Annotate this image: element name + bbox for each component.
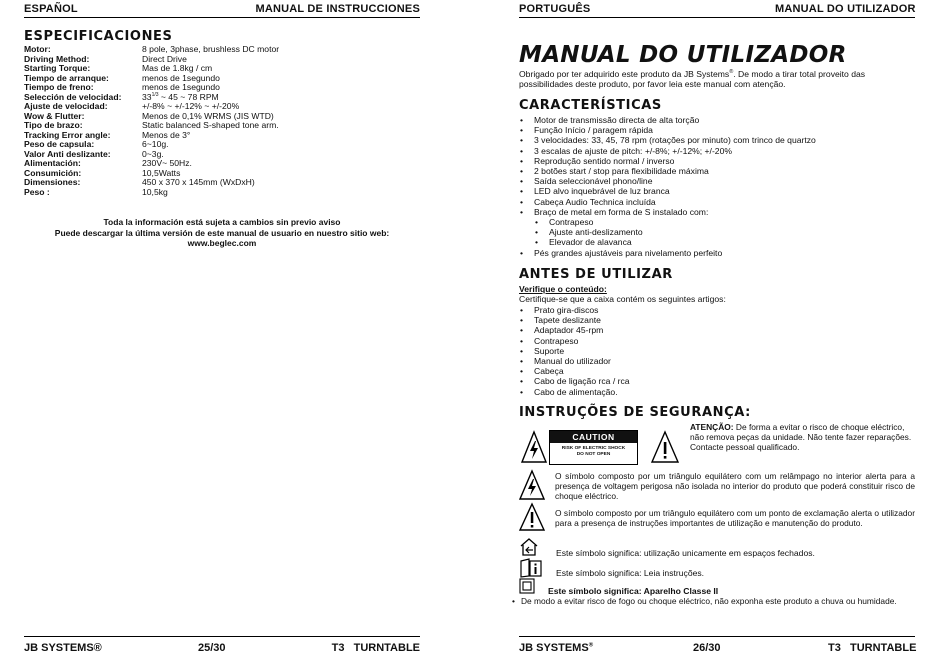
spec-value: Menos de 0,1% WRMS (JIS WTD) xyxy=(142,110,274,121)
registered-mark: ® xyxy=(729,69,734,75)
rain-warning-list xyxy=(511,596,897,606)
footer-registered-mark: ® xyxy=(588,642,594,649)
list-item: • Cabo de ligação rca / rca xyxy=(519,376,630,386)
intro-text-end: . De modo a tirar total proveito das possibilidades deste produto, por favor leia este manual com atenção. xyxy=(519,68,866,90)
indoor-symbol-text: Este símbolo significa: utilização unicamente em espaços fechados. xyxy=(556,548,815,558)
header-rule xyxy=(24,17,420,18)
indoor-use-icon xyxy=(519,537,539,557)
verify-label: Verifique o conteúdo: xyxy=(519,284,607,294)
list-item: • Cabo de alimentação. xyxy=(519,387,630,397)
spec-value: 8 pole, 3phase, brushless DC motor xyxy=(142,44,280,54)
header-title-pt: MANUAL DO UTILIZADOR xyxy=(775,3,916,15)
header-language: ESPAÑOL xyxy=(24,3,78,15)
intro-text xyxy=(519,67,916,89)
lightning-explanation: O símbolo composto por um triângulo equilátero com um relâmpago no interior alerta para a presença de voltagem perigosa não isolada no interior do produto que poderá constituir risco de choque eléctrico. xyxy=(555,471,915,502)
spec-value: menos de 1segundo xyxy=(142,72,220,83)
notice-line: Toda la información está sujeta a cambios sin previo aviso xyxy=(103,217,341,227)
speed-value-suffix: ~ 45 ~ 78 RPM xyxy=(158,91,219,102)
notice-block xyxy=(24,217,420,249)
exclamation-triangle-icon xyxy=(518,502,546,532)
attention-label: ATENÇÃO: xyxy=(690,422,734,432)
spec-label: Dimensiones: xyxy=(24,177,81,187)
list-item: • LED alvo inquebrável de luz branca xyxy=(519,186,816,196)
list-item: • Cabeça xyxy=(519,366,630,376)
spec-value: +/-8% ~ +/-12% ~ +/-20% xyxy=(142,101,240,111)
list-item: • 2 botões start / stop para flexibilidade máxima xyxy=(519,166,816,176)
list-item: • Motor de transmissão directa de alta torção xyxy=(519,115,816,125)
page-title: MANUAL DO UTILIZADOR xyxy=(519,42,847,68)
spec-label: Motor: xyxy=(24,44,51,54)
footer-model-pt: T3 TURNTABLE xyxy=(828,642,917,654)
exclamation-warning-icon xyxy=(650,430,680,464)
attention-text xyxy=(690,422,915,452)
spec-label: Peso : xyxy=(24,186,50,197)
footer-rule xyxy=(24,636,420,637)
spec-value: 450 x 370 x 145mm (WxDxH) xyxy=(142,177,255,187)
footer-model: T3 TURNTABLE xyxy=(331,642,420,654)
spec-label: Consumición: xyxy=(24,167,82,178)
notice-line: Puede descargar la última versión de este manual de usuario en nuestro sitio web: xyxy=(54,227,390,238)
list-item: • Reprodução sentido normal / inverso xyxy=(519,156,816,166)
spec-label: Tracking Error angle: xyxy=(24,129,111,140)
caution-label: CAUTION xyxy=(550,431,637,443)
spec-value: 0~3g. xyxy=(142,148,164,159)
left-page xyxy=(0,0,450,659)
list-item: • Saída seleccionável phono/line xyxy=(519,176,816,186)
caution-line: DO NOT OPEN xyxy=(576,452,611,457)
footer-brand: JB SYSTEMS® xyxy=(24,642,102,654)
section-title-antes: ANTES DE UTILIZAR xyxy=(519,267,673,282)
list-item: • Pés grandes ajustáveis para nivelamento perfeito xyxy=(519,248,816,258)
read-instructions-icon xyxy=(519,558,543,578)
spec-label: Selección de velocidad: xyxy=(24,91,122,102)
header-language-pt: PORTUGUÊS xyxy=(519,3,591,15)
list-item: • Adaptador 45-rpm xyxy=(519,325,630,335)
footer-page-number: 25/30 xyxy=(198,642,226,654)
spec-label: Tipo de brazo: xyxy=(24,120,83,130)
intro-text-start: Obrigado por ter adquirido este produto da JB Systems xyxy=(519,68,730,79)
spec-label: Valor Anti deslizante: xyxy=(24,148,111,159)
list-item: • Suporte xyxy=(519,346,630,356)
exclamation-explanation: O símbolo composto por um triângulo equilátero com um ponto de exclamação alerta o utilizador para a presença de instruções importantes de utilização e manutenção do produto. xyxy=(555,508,915,529)
spec-value: Menos de 3° xyxy=(142,129,191,140)
class-ii-text: Este símbolo significa: Aparelho Classe II xyxy=(548,586,719,596)
spec-label: Tiempo de freno: xyxy=(24,82,94,92)
spec-label: Alimentación: xyxy=(24,158,81,168)
header-title: MANUAL DE INSTRUCCIONES xyxy=(255,3,420,15)
list-item: • Cabeça Audio Technica incluída xyxy=(519,197,816,207)
footer-page-number-pt: 26/30 xyxy=(693,642,721,654)
list-item: • Prato gira-discos xyxy=(519,305,630,315)
spec-label: Tiempo de arranque: xyxy=(24,72,109,83)
section-title-caracteristicas: CARACTERÍSTICAS xyxy=(519,98,662,113)
list-item: • Braço de metal em forma de S instalado com: xyxy=(519,207,816,217)
spec-value: Mas de 1.8kg / cm xyxy=(142,63,213,73)
speed-value-fraction: 1/3 xyxy=(151,91,159,98)
caution-line: RISK OF ELECTRIC SHOCK xyxy=(561,446,626,451)
spec-row xyxy=(24,188,279,198)
spec-value: 6~10g. xyxy=(142,139,169,149)
features-list xyxy=(519,115,816,258)
spec-label: Ajuste de velocidad: xyxy=(24,101,108,111)
website-link[interactable]: www.beglec.com xyxy=(187,238,257,248)
spec-value: Static balanced S-shaped tone arm. xyxy=(142,120,279,130)
contents-list xyxy=(519,305,630,397)
lightning-warning-icon xyxy=(521,430,547,464)
class-ii-icon xyxy=(519,578,535,594)
footer-rule-pt xyxy=(519,636,915,637)
spec-value: 10,5kg xyxy=(142,186,168,197)
spec-label: Wow & Flutter: xyxy=(24,110,85,121)
spec-value: 230V~ 50Hz. xyxy=(142,158,192,168)
list-item: • 3 escalas de ajuste de pitch: +/-8%; +/-12%; +/-20% xyxy=(519,146,816,156)
sub-list-item: • Contrapeso xyxy=(519,217,816,227)
list-item: • Manual do utilizador xyxy=(519,356,630,366)
spec-value: Direct Drive xyxy=(142,53,187,64)
spec-label: Driving Method: xyxy=(24,53,90,64)
read-symbol-text: Este símbolo significa: Leia instruções. xyxy=(556,568,705,578)
lightning-triangle-icon xyxy=(519,469,545,501)
section-title-especificaciones: ESPECIFICACIONES xyxy=(24,29,173,44)
spec-value: menos de 1segundo xyxy=(142,82,220,92)
section-title-seguranca: INSTRUÇÕES DE SEGURANÇA: xyxy=(519,405,751,420)
caution-label-box xyxy=(549,430,638,465)
list-item: • 3 velocidades: 33, 45, 78 rpm (rotações por minuto) com trinco de quartzo xyxy=(519,135,816,145)
footer-brand-text: JB SYSTEMS xyxy=(519,642,589,654)
sub-list-item: • Ajuste anti-deslizamento xyxy=(519,227,816,237)
list-item: • Contrapeso xyxy=(519,336,630,346)
verify-text: Certifique-se que a caixa contém os seguintes artigos: xyxy=(519,294,726,304)
spec-label: Peso de capsula: xyxy=(24,139,95,149)
caution-risk-text xyxy=(550,445,637,458)
list-item: • Função Início / paragem rápida xyxy=(519,125,816,135)
sub-list-item: • Elevador de alavanca xyxy=(519,237,816,247)
attention-body: De forma a evitar o risco de choque eléctrico, não remova peças da unidade. Não tente fazer reparações. Contacte pessoal qualificado. xyxy=(690,422,912,452)
list-item: • Tapete deslizante xyxy=(519,315,630,325)
spec-label: Starting Torque: xyxy=(24,63,91,73)
spec-table xyxy=(24,45,279,197)
rain-warning-item: • De modo a evitar risco de fogo ou choque eléctrico, não exponha este produto a chuva ou humidade. xyxy=(511,596,897,606)
header-rule-pt xyxy=(519,17,915,18)
speed-value-prefix: 33 xyxy=(142,91,152,102)
spec-value: 10,5Watts xyxy=(142,167,181,178)
footer-brand-pt xyxy=(519,642,593,654)
